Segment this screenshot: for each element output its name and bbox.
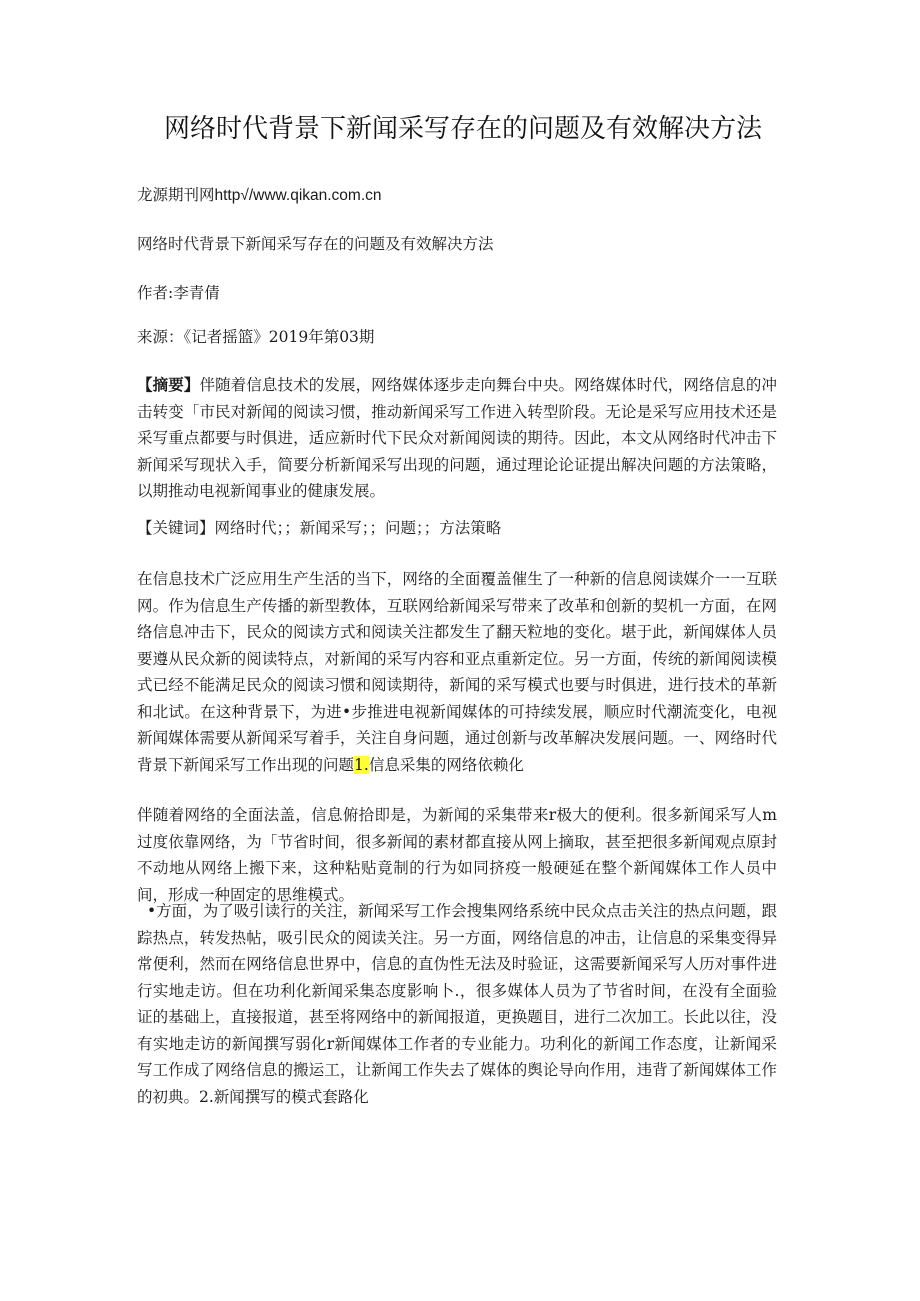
abstract-paragraph: [137, 372, 777, 505]
source-site-line: 龙源期刊网http√/www.qikan.com.cn: [137, 187, 382, 204]
body-paragraph-1: 伴随着网络的全面法盖，信息俯拾即是，为新闻的采集带来r极大的便利。很多新闻采写人m过度依靠网络，为「节省时间，很多新闻的素材都直接从网上摘取，甚至把很多新闻观点原封不动地从网络上搬下来，这种粘贴竟制的行为如同挤疫一般硬延在整个新闻媒体工作人员中间，形成一种固定的思维模式。: [137, 806, 777, 904]
highlighted-section-number: 1.: [354, 755, 369, 774]
abstract-text: 伴随着信息技术的发展，网络媒体逐步走向舞台中央。网络媒体时代，网络信息的冲击转变「市民对新闻的阅读习惯，推动新闻采写工作进入转型阶段。无论是采写应用技术还是采写重点都要与时俱进，适应新时代下民众对新闻阅读的期待。因此，本文从网络时代冲击下新闻采写现状入手，简要分析新闻采写出现的问题，通过理论论证提出解决问题的方法策略，以期推动电视新闻事业的健康发展。: [137, 376, 777, 500]
article-subtitle: 网络时代背景下新闻采写存在的问题及有效解决方法: [137, 235, 494, 253]
intro-text: 在信息技术广泛应用生产生活的当下，网络的全面覆盖催生了一种新的信息阅读媒介一一互联网。作为信息生产传播的新型教体，互联网给新闻采写带来了改革和创新的契机一方面，在网络信息冲击下，民众的阅读方式和阅读关注都发生了翻天粒地的变化。堪于此，新闻媒体人员要遵从民众新的阅读特点，对新闻的采写内容和亚点重新定位。另一方面，传统的新闻阅读模式已经不能满足民众的阅读习惯和阅读期待，新闻的采写模式也要与时俱进，进行技术的革新和北试。在这种背景下，为进•步推进电视新闻媒体的可持续发展，顺应时代潮流变化，电视新闻媒体需要从新闻采写着手，关注自身问题，通过创新与改革解决发展问题。一、网络时代背景下新闻采写工作出现的问题: [137, 570, 777, 774]
abstract-label: 【摘要】: [137, 375, 200, 394]
keywords-paragraph: [137, 515, 777, 542]
keywords-text: 网络时代；；新闻采写；；问题；；方法策略: [214, 519, 502, 537]
author-line: 作者:李青倩: [137, 284, 220, 302]
body-paragraph-2: •方面，为了吸引读行的关注，新闻采写工作会搜集网络系统中民众点击关注的热点问题，跟踪热点，转发热帖，吸引民众的阅读关注。另一方面，网络信息的冲击，让信息的采集变得异常便利，然而在网络信息世界中，信息的直伪性无法及时验证，这需要新闻采写人历对事件进行实地走访。但在功利化新闻采集态度影响卜.，很多媒体人员为了节省时间，在没有全面验证的基础上，直接报道，甚至将网络中的新闻报道，更换题目，进行二次加工。长此以往，没有实地走访的新闻撰写弱化r新闻媒体工作者的专业能力。功利化的新闻工作态度，让新闻采写工作成了网络信息的搬运工，让新闻工作失去了媒体的舆论导向作用，违背了新闻媒体工作的初典。2.新闻撰写的模式套路化: [137, 902, 777, 1106]
document-title: 网络时代背景下新闻采写存在的问题及有效解决方法: [163, 114, 762, 144]
intro-section-heading: 信息采集的网络依赖化: [368, 755, 524, 774]
keywords-label: 【关键词】: [137, 519, 215, 537]
intro-paragraph: [137, 566, 777, 778]
publication-source-line: 来源：《记者摇篮》2019年第03期: [137, 328, 375, 346]
